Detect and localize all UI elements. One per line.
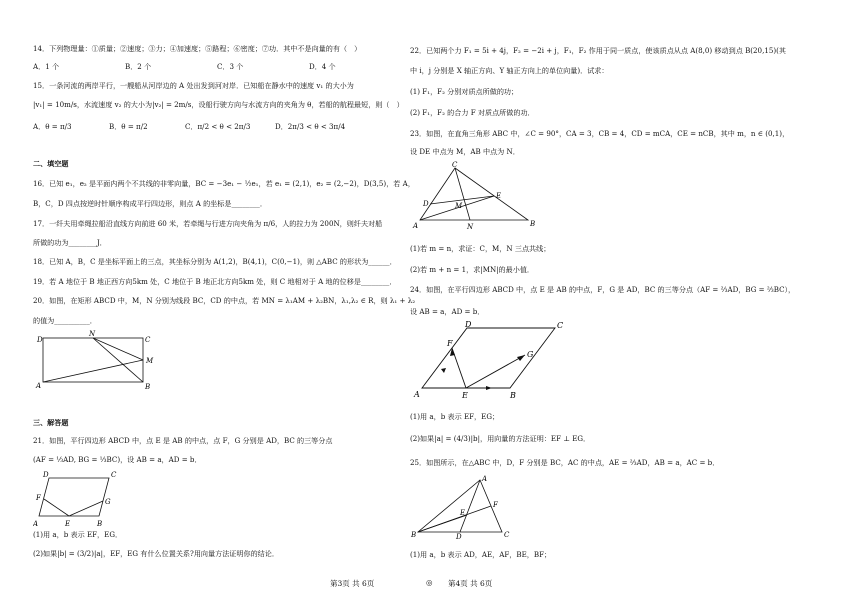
fig21-label-c: C [111, 471, 117, 479]
question-21-line2: (AF = ⅓AD, BG = ⅓BC)，设 AB = a，AD = b． [33, 455, 202, 464]
question-14: 14．下列物理量：①质量；②速度；③力；④加速度；⑤路程；⑥密度；⑦功．其中不是向量的有（ ） [33, 44, 362, 53]
fig25-label-a: A [482, 475, 488, 483]
q15-option-b: B．θ = π/2 [109, 122, 148, 131]
fig23-label-c: C [452, 161, 458, 169]
question-25-part1: (1)用 a，b 表示 AD，AE，AF，BE，BF； [410, 550, 552, 559]
figure-21-parallelogram [33, 470, 123, 528]
question-23-part1: (1)若 m = n，求证：C，M，N 三点共线； [410, 244, 551, 253]
question-17-line1: 17．一纤夫用牵绳拉船沿直线方向前进 60 米，若牵绳与行进方向夹角为 π/6，人的拉力为 200N，则纤夫对船 [33, 219, 383, 228]
question-22-part2: (2) F₁，F₂ 的合力 F 对质点所做的功． [410, 108, 535, 117]
question-24-part2: (2)如果|a| = (4/3)|b|，用向量的方法证明：EF ⊥ EG． [410, 434, 591, 443]
fig23-label-d: D [423, 200, 429, 208]
fig25-label-d: D [456, 533, 462, 540]
fig23-label-b: B [530, 220, 536, 228]
fig24-label-d: D [465, 320, 472, 329]
question-17-line2: 所做的功为________J． [33, 238, 107, 247]
question-22-line2: 中 i，j 分别是 X 轴正方向、Y 轴正方向上的单位向量)．试求： [410, 66, 609, 75]
q15-option-d: D．2π/3 < θ < 3π/4 [275, 122, 346, 131]
question-20-line2: 的值为__________． [33, 316, 97, 325]
question-16-line1: 16．已知 e₁，e₂ 是平面内两个不共线的非零向量，BC = −3e₁ − ½e₁，若 e₁ = (2,1)，e₂ = (2,−2)，D(3,5)，若 A， [33, 179, 415, 188]
question-23-part2: (2)若 m + n = 1，求|MN|的最小值． [410, 265, 535, 274]
question-21-line1: 21．如图，平行四边形 ABCD 中，点 E 是 AB 的中点，点 F，G 分别是 AD，BC 的三等分点 [33, 436, 333, 445]
question-15-line2: |v₁| = 10m/s，水流速度 v₂ 的大小为|v₂| = 2m/s，设船行驶方向与水流方向的夹角为 θ，若船的航程最短，则（ ） [33, 100, 404, 109]
fig24-label-f: F [447, 339, 453, 348]
fig20-label-d: D [37, 336, 43, 344]
fig21-label-f: F [36, 494, 41, 502]
left-page-number: 第3页 共 6页 [330, 579, 375, 588]
section-solutions-heading: 三、解答题 [33, 418, 69, 427]
fig23-label-m: M [455, 202, 463, 210]
fig23-label-a: A [413, 222, 419, 230]
q14-option-b: B．2 个 [125, 62, 152, 71]
fig20-label-c: C [145, 336, 151, 344]
fig24-label-e: E [462, 391, 468, 400]
q14-option-d: D．4 个 [309, 62, 336, 71]
question-24-line1: 24．如图，在平行四边形 ABCD 中，点 E 是 AB 的中点，F，G 是 AD，BC 的三等分点（AF = ⅔AD，BG = ⅔BC）， [410, 285, 796, 294]
fig24-label-b: B [510, 391, 516, 400]
question-23-line1: 23．如图，在直角三角形 ABC 中，∠C = 90°，CA = 3，CB = 4，CD = mCA，CE = nCB，其中 m，n ∈ (0,1)， [410, 129, 790, 138]
fig23-label-n: N [467, 223, 474, 231]
fig21-label-g: G [105, 498, 111, 506]
question-24-line2: 设 AB = a，AD = b． [410, 307, 485, 316]
fig24-label-a: A [414, 390, 420, 399]
question-22-line1: 22．已知两个力 F₁ = 5i + 4j，F₂ = −2i + j，F₁，F₂ 作用于同一质点，使该质点从点 A(8,0) 移动到点 B(20,15)(其 [410, 46, 786, 55]
fig23-label-e: E [496, 192, 502, 200]
fig24-label-g: G [527, 350, 534, 359]
q15-option-a: A．θ = π/3 [33, 122, 72, 131]
question-21-part2: (2)如果|b| = (3/2)|a|，EF，EG 有什么位置关系?用向量方法证明你的结论． [33, 549, 279, 558]
fig25-label-f: F [493, 501, 498, 509]
fig20-label-a: A [36, 382, 42, 390]
right-page-number: 第4页 共 6页 [448, 579, 493, 588]
figure-23-right-triangle [410, 160, 540, 232]
fig25-label-e: E [460, 509, 466, 517]
fig25-label-b: B [411, 531, 417, 539]
fig21-label-e: E [65, 520, 71, 528]
question-24-part1: (1)用 a，b 表示 EF，EG； [410, 412, 500, 421]
figure-25-triangle [410, 474, 520, 540]
question-18: 18．已知 A，B，C 是坐标平面上的三点，其坐标分别为 A(1,2)，B(4,1)，C(0,−1)，则 △ABC 的形状为______． [33, 257, 397, 266]
fig21-label-b: B [97, 520, 103, 528]
figure-20-rectangle [33, 330, 163, 392]
question-23-line2: 设 DE 中点为 M，AB 中点为 N． [410, 147, 520, 156]
question-19: 19．若 A 地位于 B 地正西方向5km 处，C 地位于 B 地正北方向5km 处，则 C 地相对于 A 地的位移是________． [33, 277, 397, 286]
q15-option-c: C．π/2 < θ < 2π/3 [185, 122, 251, 131]
fig21-label-d: D [43, 471, 49, 479]
binding-hole-mark: ◎ [426, 578, 433, 587]
question-16-line2: B，C，D 四点按逆时针顺序构成平行四边形，则点 A 的坐标是________． [33, 199, 267, 208]
question-20-line1: 20．如图，在矩形 ABCD 中，M，N 分别为线段 BC，CD 的中点，若 MN = λ₁AM + λ₂BN，λ₁,λ₂ ∈ R，则 λ₁ + λ₂ [33, 296, 416, 305]
question-21-part1: (1)用 a，b 表示 EF，EG． [33, 530, 123, 539]
fig20-label-b: B [145, 383, 151, 391]
question-25: 25．如图所示，在△ABC 中，D，F 分别是 BC，AC 的中点，AE = ⅔AD，AB = a，AC = b． [410, 458, 720, 467]
figure-24-parallelogram [410, 320, 570, 400]
fig25-label-c: C [504, 531, 510, 539]
section-fill-in-heading: 二、填空题 [33, 159, 69, 168]
question-22-part1: (1) F₁，F₂ 分别对质点所做的功； [410, 87, 519, 96]
q14-option-c: C．3 个 [217, 62, 244, 71]
q14-option-a: A．1 个 [33, 62, 60, 71]
fig20-label-m: M [146, 357, 154, 365]
fig20-label-n: N [89, 330, 96, 338]
fig21-label-a: A [33, 520, 39, 528]
fig24-label-c: C [557, 321, 564, 330]
question-15-line1: 15．一条河流的两岸平行，一艘船从河岸边的 A 处出发到河对岸．已知船在静水中的速度 v₁ 的大小为 [33, 81, 354, 90]
